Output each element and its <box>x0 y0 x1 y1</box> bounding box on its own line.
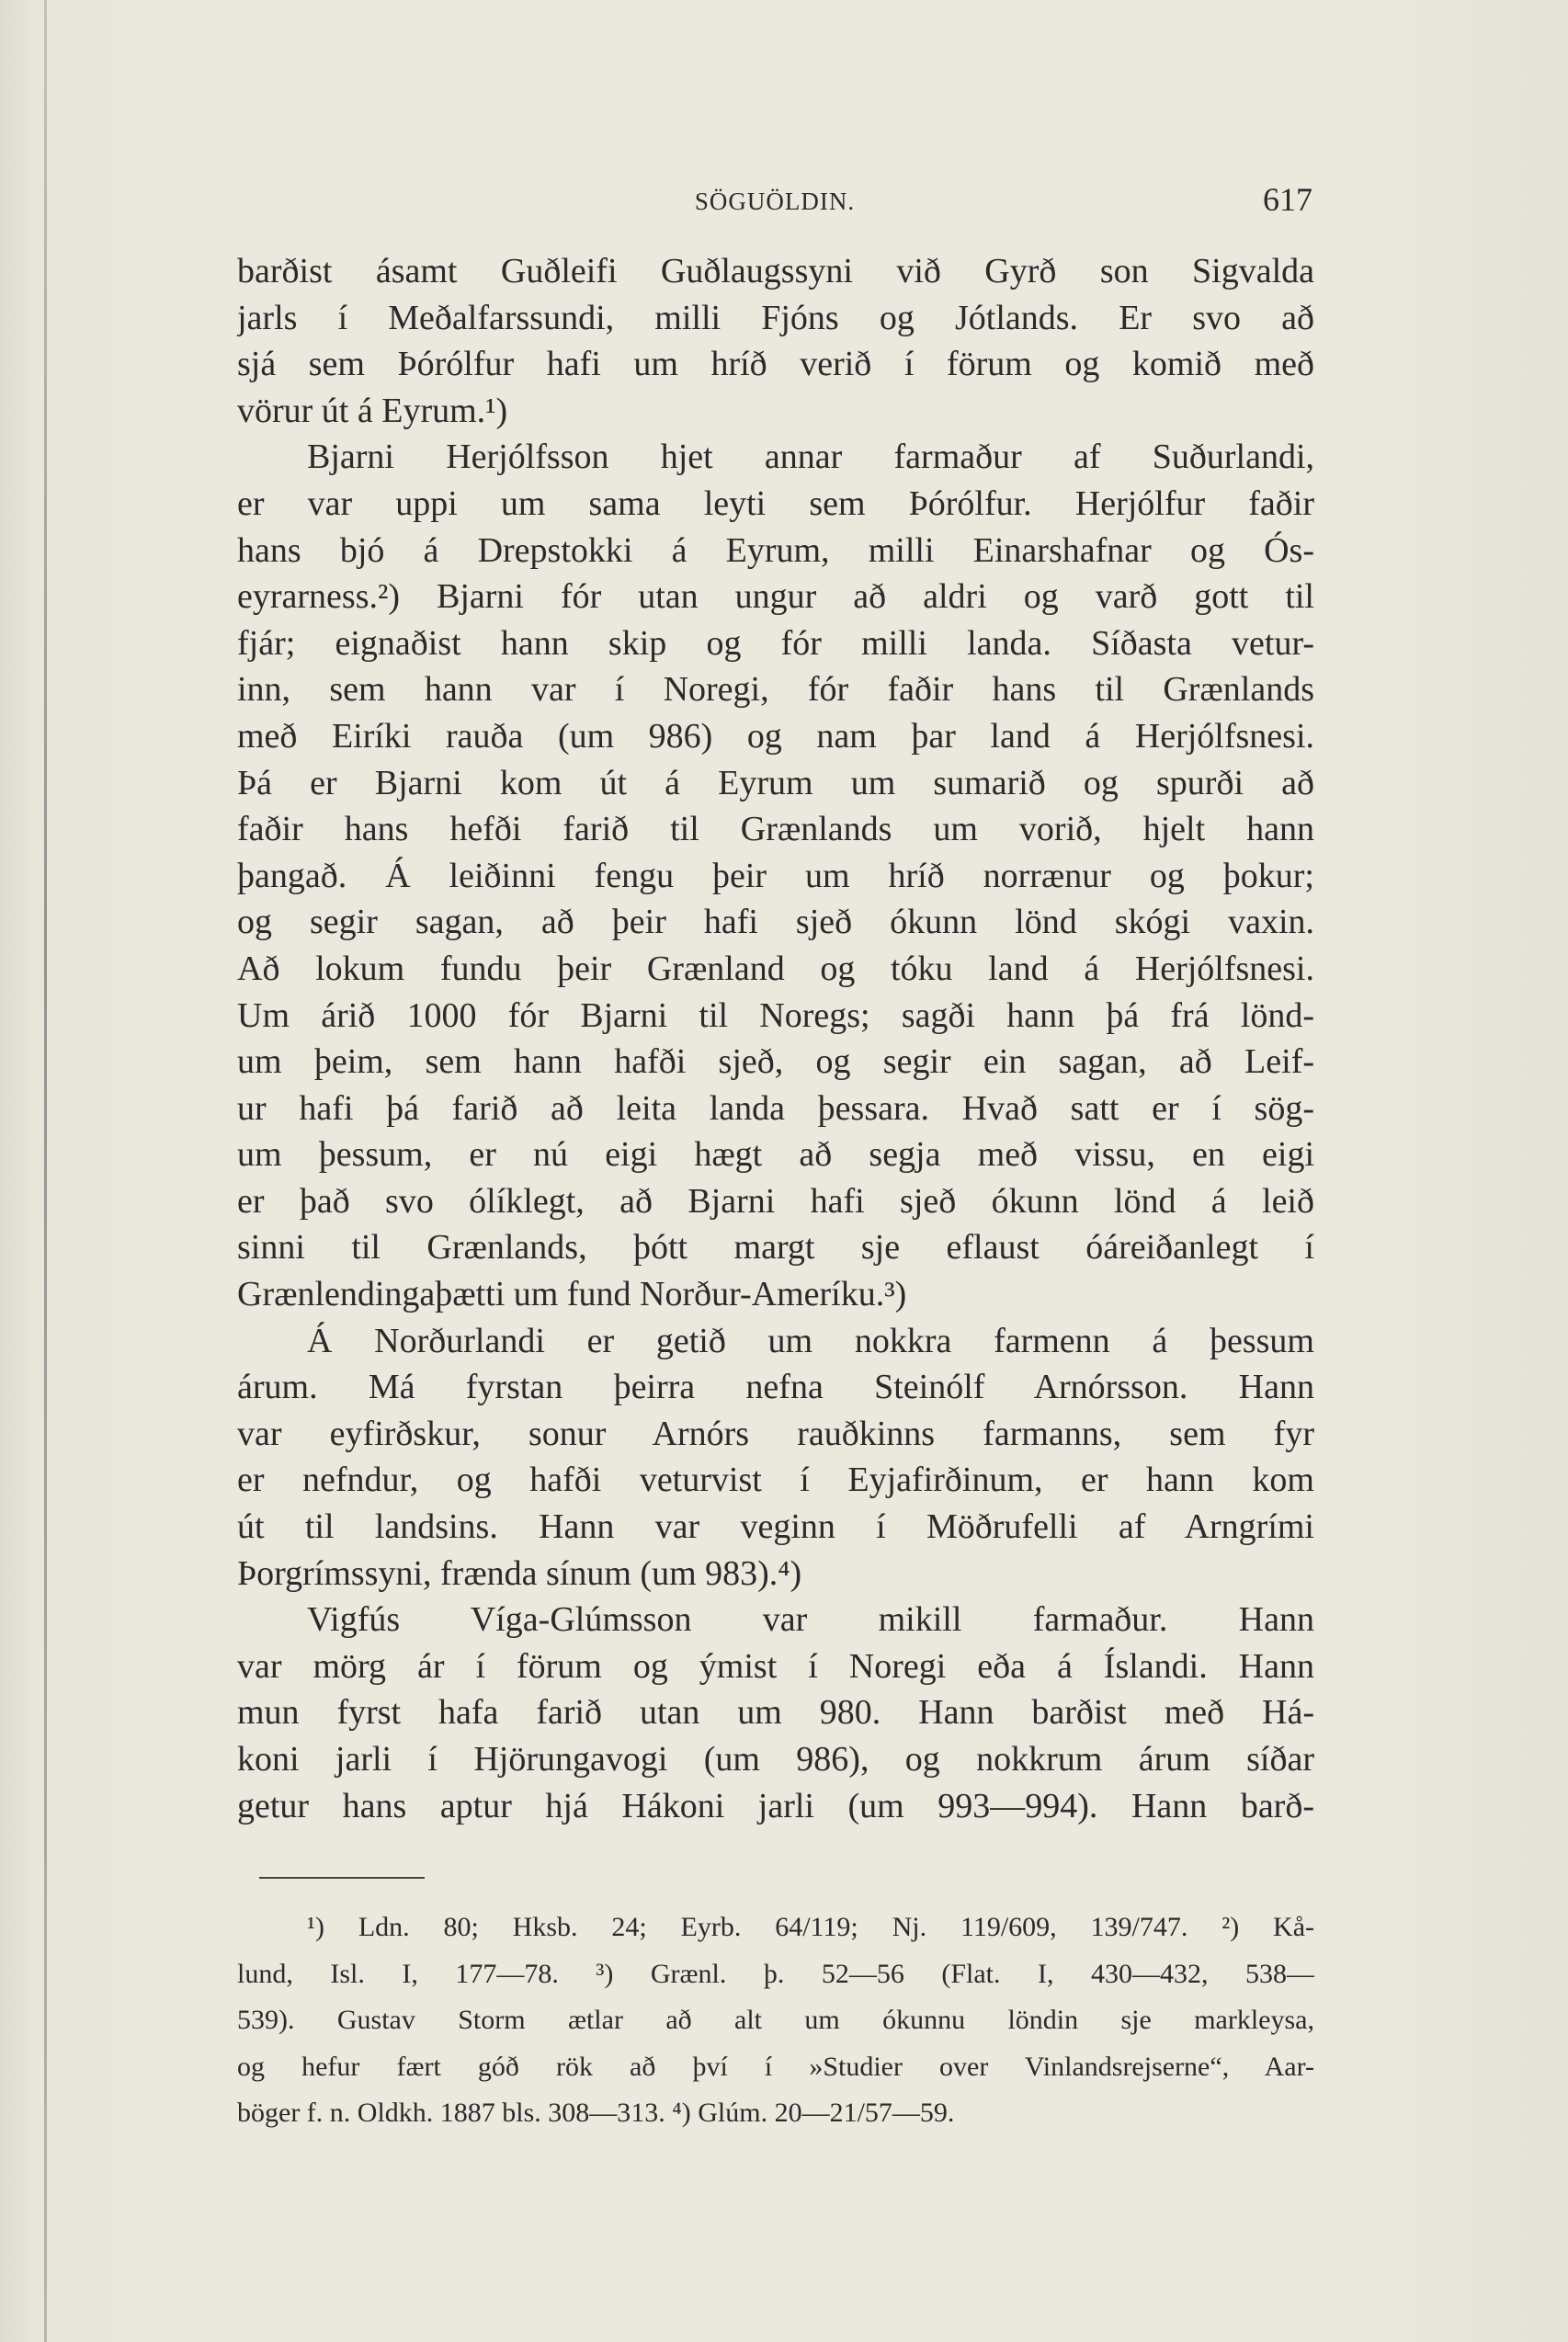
footnote-line: lund, Isl. I, 177—78. ³) Grænl. þ. 52—56 (Flat. I, 430—432, 538— <box>237 1958 1314 1989</box>
text-line: inn, sem hann var í Noregi, fór faðir hans til Grænlands <box>237 670 1314 710</box>
text-line: er það svo ólíklegt, að Bjarni hafi sjeð ókunn lönd á leið <box>237 1181 1314 1221</box>
text-line: er var uppi um sama leyti sem Þórólfur. Herjólfur faðir <box>237 483 1314 523</box>
footnote-line: og hefur fært góð rök að því í »Studier over Vinlandsrejserne“, Aar- <box>237 2051 1314 2082</box>
text-line: var mörg ár í förum og ýmist í Noregi eða á Íslandi. Hann <box>237 1646 1314 1686</box>
text-line: Vigfús Víga-Glúmsson var mikill farmaður. Hann <box>307 1600 1314 1640</box>
text-line: Um árið 1000 fór Bjarni til Noregs; sagði hann þá frá lönd- <box>237 995 1314 1035</box>
text-line: faðir hans hefði farið til Grænlands um vorið, hjelt hann <box>237 810 1314 849</box>
footnote-line: 539). Gustav Storm ætlar að alt um ókunnu löndin sje markleysa, <box>237 2005 1314 2036</box>
text-line: Á Norðurlandi er getið um nokkra farmenn á þessum <box>307 1321 1314 1360</box>
text-line: jarls í Meðalfarssundi, milli Fjóns og Jótlands. Er svo að <box>237 298 1314 337</box>
text-line: með Eiríki rauða (um 986) og nam þar land á Herjólfsnesi. <box>237 716 1314 756</box>
text-line: koni jarli í Hjörungavogi (um 986), og nokkrum árum síðar <box>237 1740 1314 1779</box>
footnote-line: böger f. n. Oldkh. 1887 bls. 308—313. ⁴) Glúm. 20—21/57—59. <box>237 2098 955 2129</box>
text-line: um þessum, er nú eigi hægt að segja með vissu, en eigi <box>237 1135 1314 1175</box>
text-line: var eyfirðskur, sonur Arnórs rauðkinns farmanns, sem fyr <box>237 1414 1314 1453</box>
text-line: er nefndur, og hafði veturvist í Eyjafirðinum, er hann kom <box>237 1461 1314 1500</box>
text-line: sjá sem Þórólfur hafi um hríð verið í förum og komið með <box>237 345 1314 384</box>
text-line: um þeim, sem hann hafði sjeð, og segir ein sagan, að Leif- <box>237 1042 1314 1082</box>
text-line: hans bjó á Drepstokki á Eyrum, milli Einarshafnar og Ós- <box>237 530 1314 570</box>
text-line: þangað. Á leiðinni fengu þeir um hríð norrænur og þokur; <box>237 856 1314 895</box>
binding-edge <box>44 0 47 2342</box>
text-line: fjár; eignaðist hann skip og fór milli landa. Síðasta vetur- <box>237 623 1314 663</box>
footnotes <box>237 1907 1314 2140</box>
body-text <box>237 248 1314 1829</box>
text-line: mun fyrst hafa farið utan um 980. Hann barðist með Há- <box>237 1693 1314 1733</box>
text-line: Þá er Bjarni kom út á Eyrum um sumarið og spurði að <box>237 763 1314 802</box>
running-title: SÖGUÖLDIN. <box>694 188 856 215</box>
page-number: 617 <box>1263 181 1312 218</box>
text-line: út til landsins. Hann var veginn í Möðrufelli af Arngrími <box>237 1507 1314 1547</box>
text-line: og segir sagan, að þeir hafi sjeð ókunn lönd skógi vaxin. <box>237 903 1314 942</box>
text-line: árum. Má fyrstan þeirra nefna Steinólf Arnórsson. Hann <box>237 1368 1314 1407</box>
text-line: sinni til Grænlands, þótt margt sje eflaust óáreiðanlegt í <box>237 1228 1314 1268</box>
text-line: Grænlendingaþætti um fund Norður-Ameríku.³) <box>237 1275 907 1314</box>
text-line: ur hafi þá farið að leita landa þessara. Hvað satt er í sög- <box>237 1088 1314 1128</box>
text-line: eyrarness.²) Bjarni fór utan ungur að aldri og varð gott til <box>237 577 1314 617</box>
page-header <box>237 180 1312 224</box>
footnote-rule <box>259 1877 425 1879</box>
text-line: Þorgrímssyni, frænda sínum (um 983).⁴) <box>237 1553 802 1593</box>
text-line: vörur út á Eyrum.¹) <box>237 391 508 430</box>
text-line: getur hans aptur hjá Hákoni jarli (um 993—994). Hann barð- <box>237 1786 1314 1825</box>
text-line: Að lokum fundu þeir Grænland og tóku land á Herjólfsnesi. <box>237 949 1314 988</box>
text-line: Bjarni Herjólfsson hjet annar farmaður af Suðurlandi, <box>307 438 1314 477</box>
text-line: barðist ásamt Guðleifi Guðlaugssyni við Gyrð son Sigvalda <box>237 252 1314 290</box>
footnote-line: ¹) Ldn. 80; Hksb. 24; Eyrb. 64/119; Nj. 119/609, 139/747. ²) Kå- <box>307 1912 1314 1942</box>
